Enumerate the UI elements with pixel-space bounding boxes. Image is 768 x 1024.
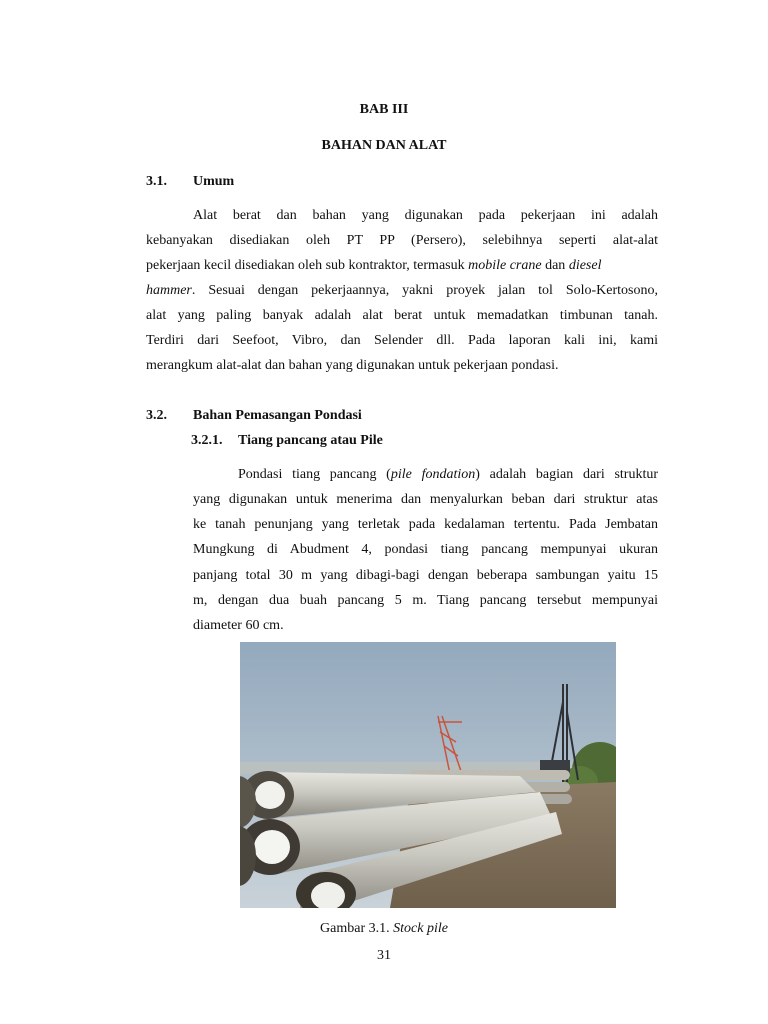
line-text: ) adalah bagian dari struktur: [475, 467, 659, 482]
caption-prefix: Gambar 3.1.: [320, 921, 394, 936]
paragraph-line: yang digunakan untuk menerima dan menyalurkan beban dari struktur atas: [193, 492, 658, 507]
section-title: Umum: [193, 174, 235, 189]
stock-pile-photo: [240, 642, 616, 908]
line-text: . Sesuai dengan pekerjaannya, yakni proyek jalan tol Solo-Kertosono,: [191, 283, 658, 298]
italic-term: hammer: [146, 283, 192, 298]
italic-term: pile fondation: [390, 467, 476, 482]
figure-caption: [0, 921, 768, 937]
caption-italic: Stock pile: [393, 921, 448, 936]
section-number: 3.2.: [146, 408, 167, 423]
section-title: Bahan Pemasangan Pondasi: [193, 408, 362, 423]
paragraph-line: merangkum alat-alat dan bahan yang digunakan untuk pekerjaan pondasi.: [146, 358, 559, 373]
page-number: 31: [377, 948, 391, 963]
paragraph-line: diameter 60 cm.: [193, 618, 284, 633]
paragraph-line: kebanyakan disediakan oleh PT PP (Persero), selebihnya seperti alat-alat: [146, 233, 658, 248]
line-text: pekerjaan kecil disediakan oleh sub kontraktor, termasuk: [146, 258, 469, 273]
line-text: Pondasi tiang pancang (: [238, 467, 391, 482]
paragraph-line: Terdiri dari Seefoot, Vibro, dan Selender dll. Pada laporan kali ini, kami: [146, 333, 658, 348]
italic-term: diesel: [568, 258, 602, 273]
line-text: dan: [541, 258, 569, 273]
paragraph-line: ke tanah penunjang yang terletak pada kedalaman tertentu. Pada Jembatan: [193, 517, 658, 532]
paragraph-line: Mungkung di Abudment 4, pondasi tiang pancang mempunyai ukuran: [193, 542, 658, 557]
paragraph-line: [238, 466, 658, 484]
chapter-title: BAHAN DAN ALAT: [321, 138, 447, 153]
paragraph-line: [146, 257, 601, 275]
paragraph-line: panjang total 30 m yang dibagi-bagi dengan beberapa sambungan yaitu 15: [193, 568, 658, 583]
section-number: 3.1.: [146, 174, 167, 189]
subsection-number: 3.2.1.: [191, 433, 223, 448]
paragraph-line: alat yang paling banyak adalah alat berat untuk memadatkan timbunan tanah.: [146, 308, 658, 323]
chapter-label: BAB III: [359, 102, 409, 117]
subsection-title: Tiang pancang atau Pile: [238, 433, 383, 448]
paragraph-line: Alat berat dan bahan yang digunakan pada pekerjaan ini adalah: [193, 208, 658, 223]
paragraph-line: [146, 282, 658, 300]
paragraph-line: m, dengan dua buah pancang 5 m. Tiang pancang tersebut mempunyai: [193, 593, 658, 608]
italic-term: mobile crane: [468, 258, 542, 273]
